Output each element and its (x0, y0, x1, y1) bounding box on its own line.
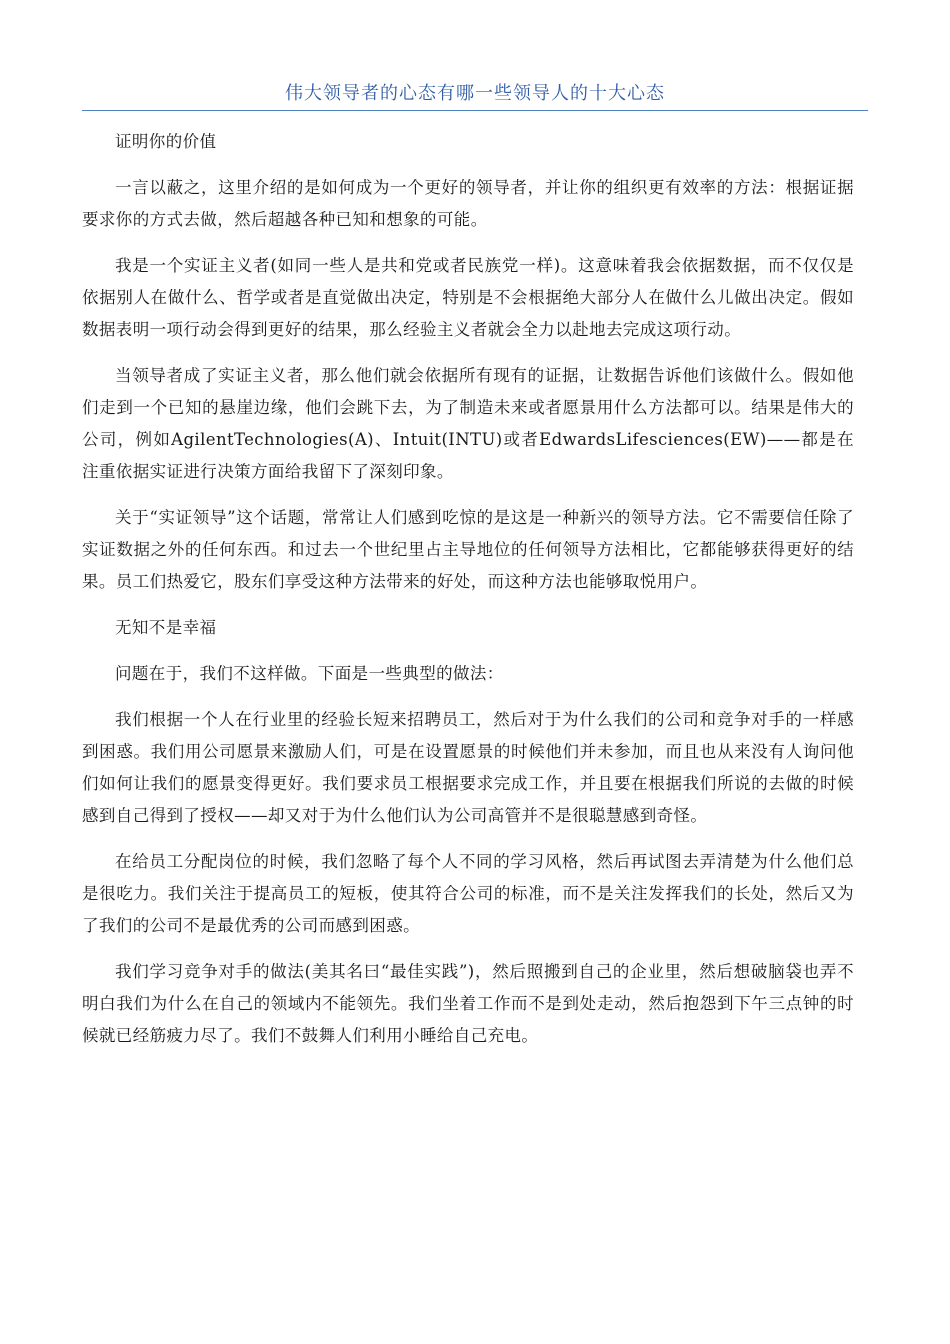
paragraph: 我们学习竞争对手的做法(美其名曰“最佳实践”)，然后照搬到自己的企业里，然后想破脑袋也弄不明白我们为什么在自己的领域内不能领先。我们坐着工作而不是到处走动，然后抱怨到下午三点钟的时候就已经筋疲力尽了。我们不鼓舞人们利用小睡给自己充电。 (82, 962, 854, 1045)
paragraph: 关于“实证领导”这个话题，常常让人们感到吃惊的是这是一种新兴的领导方法。它不需要信任除了实证数据之外的任何东西。和过去一个世纪里占主导地位的任何领导方法相比，它都能够获得更好的结果。员工们热爱它，股东们享受这种方法带来的好处，而这种方法也能够取悦用户。 (82, 508, 854, 591)
section-heading-ignorance: 无知不是幸福 (115, 618, 217, 637)
paragraph: 我们根据一个人在行业里的经验长短来招聘员工，然后对于为什么我们的公司和竞争对手的一样感到困惑。我们用公司愿景来激励人们，可是在设置愿景的时候他们并未参加，而且也从来没有人询问他们如何让我们的愿景变得更好。我们要求员工根据要求完成工作，并且要在根据我们所说的去做的时候感到自己得到了授权——却又对于为什么他们认为公司高管并不是很聪慧感到奇怪。 (82, 710, 854, 825)
paragraph: 我是一个实证主义者(如同一些人是共和党或者民族党一样)。这意味着我会依据数据，而不仅仅是依据别人在做什么、哲学或者是直觉做出决定，特别是不会根据绝大部分人在做什么儿做出决定。假如数据表明一项行动会得到更好的结果，那么经验主义者就会全力以赴地去完成这项行动。 (82, 256, 854, 339)
paragraph: 一言以蔽之，这里介绍的是如何成为一个更好的领导者，并让你的组织更有效率的方法：根据证据要求你的方式去做，然后超越各种已知和想象的可能。 (82, 178, 854, 229)
document-title: 伟大领导者的心态有哪一些领导人的十大心态 (285, 83, 665, 104)
paragraph: 当领导者成了实证主义者，那么他们就会依据所有现有的证据，让数据告诉他们该做什么。假如他们走到一个已知的悬崖边缘，他们会跳下去，为了制造未来或者愿景用什么方法都可以。结果是伟大的公司，例如AgilentTechnologies(A)、Intuit(INTU)或者EdwardsLifesciences(EW)——都是在注重依据实证进行决策方面给我留下了深刻印象。 (82, 366, 854, 481)
document-body (82, 126, 854, 1066)
paragraph: 在给员工分配岗位的时候，我们忽略了每个人不同的学习风格，然后再试图去弄清楚为什么他们总是很吃力。我们关注于提高员工的短板，使其符合公司的标准，而不是关注发挥我们的长处，然后又为了我们的公司不是最优秀的公司而感到困惑。 (82, 852, 854, 935)
paragraph: 问题在于，我们不这样做。下面是一些典型的做法： (115, 664, 504, 683)
page-header (82, 78, 868, 111)
section-heading-prove-value: 证明你的价值 (115, 132, 217, 151)
